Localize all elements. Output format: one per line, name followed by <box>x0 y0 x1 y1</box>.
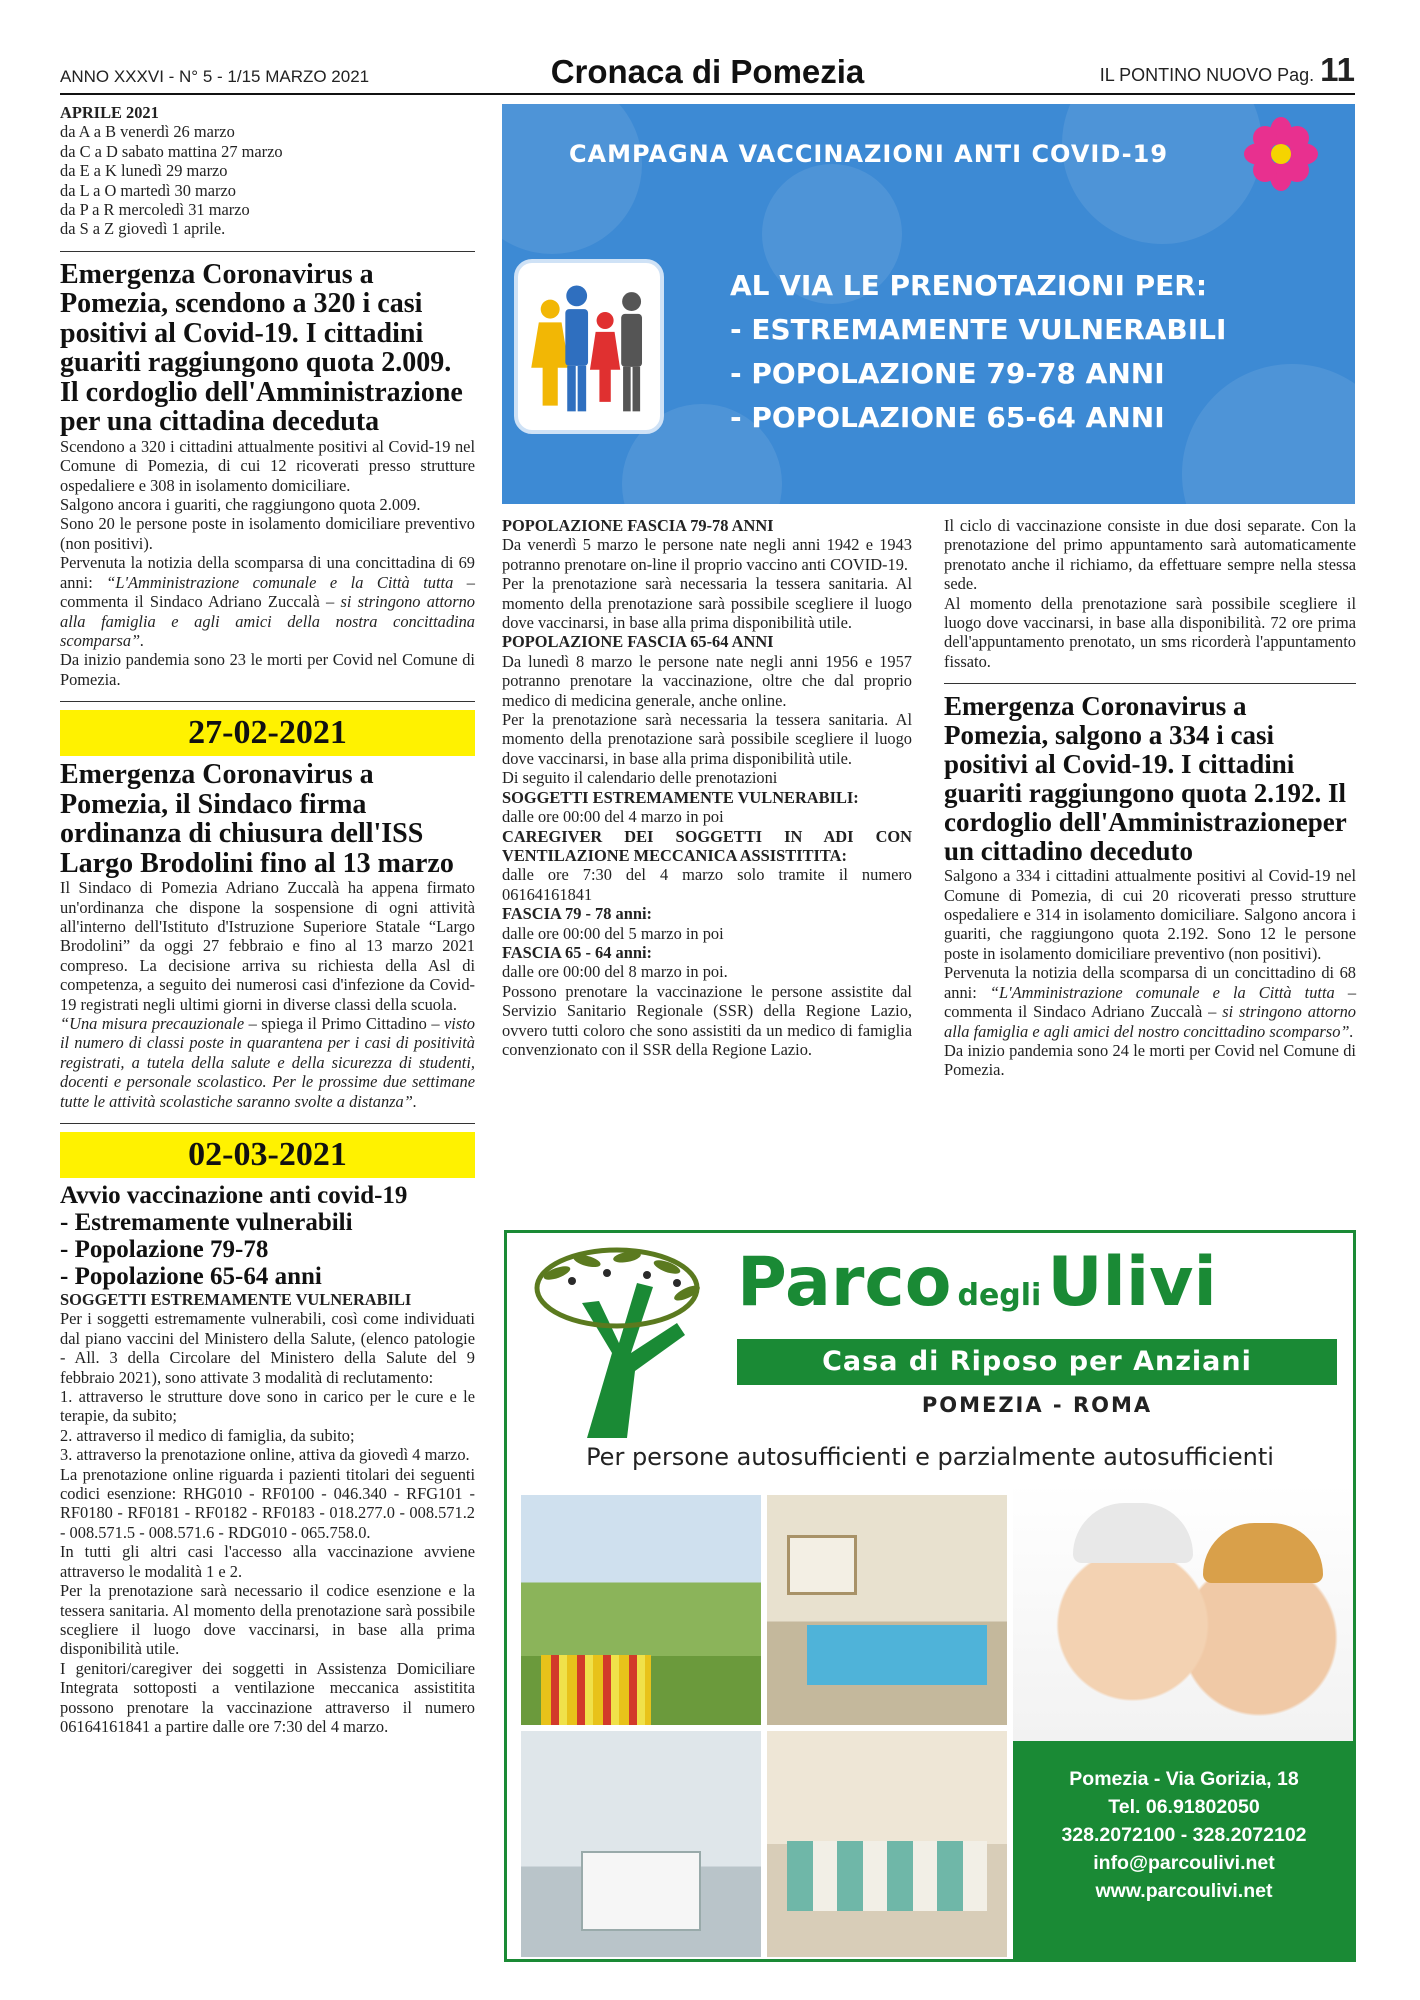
brand-part: Parco <box>737 1243 952 1322</box>
article2-headline: Emergenza Coronavirus a Pomezia, il Sindaco firma ordinanza di chiusura dell'ISS Largo Brodolini fino al 13 marzo <box>60 759 454 879</box>
brand-part: Ulivi <box>1047 1243 1217 1322</box>
flower-icon <box>1241 114 1321 194</box>
address: Pomezia - Via Gorizia, 18 <box>1069 1768 1299 1790</box>
bed <box>807 1625 987 1685</box>
article3-p9: Per la prenotazione sarà necessaria la tessera sanitaria. Al momento della prenotazione sarà possibile scegliere il luogo dove vaccinarsi, in base alla prima disponibilità utile. <box>502 710 912 768</box>
article3-headline-line: - Estremamente vulnerabili <box>60 1209 353 1236</box>
article3-p13: Al momento della prenotazione sarà possibile scegliere il luogo dove vaccinarsi, in base alla disponibilità. 72 ore prima dell'appuntamento prenotato, un sms ricorderà l'appuntamento fissato. <box>944 593 1356 671</box>
contact-box <box>1013 1741 1355 1961</box>
olive-tree-logo <box>527 1243 717 1443</box>
brand-part: degli <box>957 1278 1042 1313</box>
date-band: 27-02-2021 <box>60 710 475 756</box>
mobile: 328.2072100 - 328.2072102 <box>1061 1824 1307 1846</box>
article1-p1: Scendono a 320 i cittadini attualmente positivi al Covid-19 nel Comune di Pomezia, di cui 12 ricoverati presso strutture ospedaliere e 308 in isolamento domiciliare. <box>60 436 475 495</box>
article3-p6: Da venerdì 5 marzo le persone nate negli anni 1942 e 1943 potranno prenotare on-line il proprio vaccino anti COVID-19. <box>502 535 912 574</box>
calendar-text: dalle ore 00:00 del 5 marzo in poi <box>502 923 724 943</box>
quote: si stringono attorno alla famiglia e agli amici della nostra concittadina scomparsa”. <box>60 592 475 650</box>
calendar-text: dalle ore 7:30 del 4 marzo solo tramite il numero 06164161841 <box>502 865 912 904</box>
couple-photo <box>1013 1483 1355 1741</box>
dining-photo <box>767 1731 1007 1957</box>
article3-list-item: 2. attraverso il medico di famiglia, da subito; <box>60 1425 355 1445</box>
garden-photo <box>521 1495 761 1725</box>
banner-lines <box>730 264 1226 440</box>
article4-p3: Da inizio pandemia sono 24 le morti per Covid nel Comune di Pomezia. <box>944 1040 1356 1080</box>
article3-p1: Per i soggetti estremamente vulnerabili, così come individuati dal piano vaccini del Ministero della Salute, (elenco patologie - All. 3 della Circolare del Ministero della Salute del 9 febbraio 2021), sono attivate 3 modalità di reclutamento: <box>60 1309 475 1387</box>
april-line: da A a B venerdì 26 marzo <box>60 122 235 142</box>
subhead-65-64: POPOLAZIONE FASCIA 65-64 ANNI <box>502 632 774 652</box>
subhead-79-78: POPOLAZIONE FASCIA 79-78 ANNI <box>502 516 774 535</box>
ad-tagline: Casa di Riposo per Anziani <box>737 1339 1337 1385</box>
text: Pervenuta la notizia della scomparsa di un concittadino di 68 anni: <box>944 963 1356 1002</box>
banner-line: - POPOLAZIONE 79-78 ANNI <box>730 357 1165 390</box>
people-icon <box>514 259 664 434</box>
article3-headline-line: - Popolazione 65-64 anni <box>60 1263 322 1290</box>
page-header <box>60 51 1355 95</box>
article3-p4: Per la prenotazione sarà necessario il codice esenzione e la tessera sanitaria. Al momento della prenotazione sarà possibile scegliere il luogo dove vaccinarsi, in base alla prima disponibilità utile. <box>60 1581 475 1659</box>
article3-headline-line: Avvio vaccinazione anti covid-19 <box>60 1182 408 1209</box>
article3-p3: In tutti gli altri casi l'accesso alla vaccinazione avviene attraverso le modalità 1 e 2. <box>60 1542 475 1581</box>
quote: “Una misura precauzionale <box>60 1013 245 1033</box>
bathroom-photo <box>521 1731 761 1957</box>
wall-picture <box>787 1535 857 1595</box>
date-band: 02-03-2021 <box>60 1132 475 1178</box>
ad-city: POMEZIA - ROMA <box>921 1393 1153 1417</box>
advertisement-parco-degli-ulivi <box>504 1230 1356 1962</box>
article3-p5: I genitori/caregiver dei soggetti in Assistenza Domiciliare Integrata sottoposti a ventilazione meccanica assistitita possono prenotare la vaccinazione attraverso il numero 06164161841 a partire dalle ore 7:30 del 4 marzo. <box>60 1658 475 1736</box>
ad-slogan: Per persone autosufficienti e parzialmente autosufficienti <box>586 1443 1274 1471</box>
text: – spiega il Primo Cittadino – <box>244 1013 445 1033</box>
vaccination-banner <box>502 104 1355 504</box>
bathtub <box>581 1851 701 1931</box>
article1-p4 <box>60 553 475 650</box>
april-line: da L a O martedì 30 marzo <box>60 180 236 200</box>
right-column <box>944 516 1356 1080</box>
april-line: da C a D sabato mattina 27 marzo <box>60 141 283 161</box>
calendar-head: SOGGETTI ESTREMAMENTE VULNERABILI: <box>502 787 859 807</box>
hair-grey <box>1073 1503 1193 1563</box>
article3-subhead: SOGGETTI ESTREMAMENTE VULNERABILI <box>60 1290 412 1309</box>
phone: Tel. 06.91802050 <box>1108 1796 1260 1818</box>
article3-list-item: 3. attraverso la prenotazione online, attiva da giovedì 4 marzo. <box>60 1445 470 1465</box>
text: Pervenuta la notizia della scomparsa di una concittadina di 69 anni: <box>60 553 475 592</box>
decor <box>1062 104 1262 244</box>
article1-p2: Salgono ancora i guariti, che raggiungono quota 2.009. <box>60 495 421 515</box>
article1-headline: Emergenza Coronavirus a Pomezia, scendono a 320 i casi positivi al Covid-19. I cittadini guariti raggiungono quota 2.009. Il cordoglio dell'Amministrazione per una cittadina deceduta <box>60 258 463 438</box>
decor <box>502 104 642 254</box>
article1-p3: Sono 20 le persone poste in isolamento domiciliare preventivo (non positivi). <box>60 514 475 553</box>
quote: “L'Amministrazione comunale e la Città tutta <box>106 572 454 592</box>
article1-p5: Da inizio pandemia sono 23 le morti per Covid nel Comune di Pomezia. <box>60 650 475 689</box>
middle-column <box>502 516 912 1059</box>
article3-p10: Di seguito il calendario delle prenotazioni <box>502 768 778 788</box>
issue-info: ANNO XXXVI - N° 5 - 1/15 MARZO 2021 <box>60 67 370 86</box>
bedroom-photo <box>767 1495 1007 1725</box>
brand-name <box>737 1243 1217 1322</box>
article3-p12: Il ciclo di vaccinazione consiste in due dosi separate. Con la prenotazione del primo appuntamento sarà automaticamente prenotato anche il richiamo, da effettuare sempre nella stessa sede. <box>944 516 1356 594</box>
divider <box>60 1123 475 1124</box>
article3-p2: La prenotazione online riguarda i pazienti titolari dei seguenti codici esenzione: RHG010 - RF0100 - 046.340 - RFG101 - RF0180 - RF0181 - RF0182 - RF0183 - 018.277.0 - 008.571.2 - 008.571.5 - 008.571.6 - RDG010 - 065.758.0. <box>60 1464 475 1542</box>
calendar-head: FASCIA 65 - 64 anni: <box>502 942 652 962</box>
calendar-text: dalle ore 00:00 del 8 marzo in poi. <box>502 962 728 982</box>
family-pictogram <box>518 263 660 430</box>
calendar-head: FASCIA 79 - 78 anni: <box>502 904 652 924</box>
article3-p11: Possono prenotare la vaccinazione le persone assistite dal Servizio Sanitario Regionale (SSR) della Regione Lazio, ovvero tutti coloro che sono assistiti da un medico di famiglia convenzionato con il SSR della Regione Lazio. <box>502 981 912 1059</box>
section-title: Cronaca di Pomezia <box>550 53 865 90</box>
article2-p2 <box>60 1014 475 1111</box>
left-column <box>60 103 475 1736</box>
article4-headline: Emergenza Coronavirus a Pomezia, salgono a 334 i casi positivi al Covid-19. I cittadini guariti raggiungono quota 2.192. Il cordoglio dell'Amministrazioneper un cittadino deceduto <box>944 691 1347 867</box>
publication-label: IL PONTINO NUOVO Pag. <box>1099 65 1315 85</box>
text: – commenta il Sindaco Adriano Zuccalà – <box>944 982 1357 1022</box>
article3-list-item: 1. attraverso le strutture dove sono in carico per le cure e le terapie, da subito; <box>60 1387 475 1426</box>
quote: si stringono attorno alla famiglia e agli amici del nostro concittadino scomparso”. <box>944 1002 1356 1041</box>
april-title: APRILE 2021 <box>60 103 159 122</box>
article3-p8: Da lunedì 8 marzo le persone nate negli anni 1956 e 1957 potranno prenotare la vaccinazione, oltre che dal proprio medico di medicina generale, anche online. <box>502 651 912 710</box>
banner-line: - ESTREMAMENTE VULNERABILI <box>730 313 1227 346</box>
calendar-head: CAREGIVER DEI SOGGETTI IN ADI CON VENTILAZIONE MECCANICA ASSISTITITA: <box>502 826 912 865</box>
flower-bed <box>541 1655 651 1725</box>
dining-chairs <box>787 1841 987 1911</box>
divider <box>944 683 1356 684</box>
april-line: da S a Z giovedì 1 aprile. <box>60 219 226 239</box>
website[interactable]: www.parcoulivi.net <box>1095 1880 1273 1902</box>
article3-p7: Per la prenotazione sarà necessaria la tessera sanitaria. Al momento della prenotazione sarà possibile scegliere il luogo dove vaccinarsi, in base alla prima disponibilità utile. <box>502 574 912 633</box>
banner-title: CAMPAGNA VACCINAZIONI ANTI COVID-19 <box>568 140 1169 168</box>
page-number: 11 <box>1320 51 1355 88</box>
quote: “L'Amministrazione comunale e la Città tutta <box>989 982 1335 1002</box>
banner-line: - POPOLAZIONE 65-64 ANNI <box>730 401 1165 434</box>
april-line: da E a K lunedì 29 marzo <box>60 161 228 181</box>
hair-blonde <box>1203 1523 1323 1583</box>
publication-name <box>1100 51 1355 89</box>
article4-p1: Salgono a 334 i cittadini attualmente positivi al Covid-19 nel Comune di Pomezia, di cui 20 ricoverati presso strutture ospedaliere e 314 in isolamento domiciliare. Salgono ancora i guariti, che raggiungono quota 2.192. Sono 12 le persone poste in isolamento domiciliare preventivo (non positivi). <box>944 866 1356 963</box>
article4-p2 <box>944 963 1356 1041</box>
article3-headline-line: - Popolazione 79-78 <box>60 1236 269 1263</box>
divider <box>60 701 475 702</box>
banner-line: AL VIA LE PRENOTAZIONI PER: <box>730 269 1208 302</box>
april-line: da P a R mercoledì 31 marzo <box>60 200 250 220</box>
calendar-text: dalle ore 00:00 del 4 marzo in poi <box>502 807 724 827</box>
email[interactable]: info@parcoulivi.net <box>1093 1852 1275 1874</box>
text: – commenta il Sindaco Adriano Zuccalà – <box>60 572 476 612</box>
quote: visto il numero di classi poste in quarantena per i casi di positività registrati, a tutela della salute e della sicurezza di studenti, docenti e personale scolastico. Per le prossime due settimane tutte le attività scolastiche saranno svolte a distanza”. <box>60 1013 475 1111</box>
divider <box>60 251 475 252</box>
article2-p1: Il Sindaco di Pomezia Adriano Zuccalà ha appena firmato un'ordinanza che dispone la sospensione di ogni attività all'interno dell'Istituto d'Istruzione Superiore Statale “Largo Brodolini” da oggi 27 febbraio e fino al 13 marzo 2021 compreso. La decisione arriva su richiesta della Asl di competenza, a seguito dei numerosi casi d'infezione da Covid-19 registrati negli ultimi giorni in diverse classi della scuola. <box>60 878 475 1014</box>
